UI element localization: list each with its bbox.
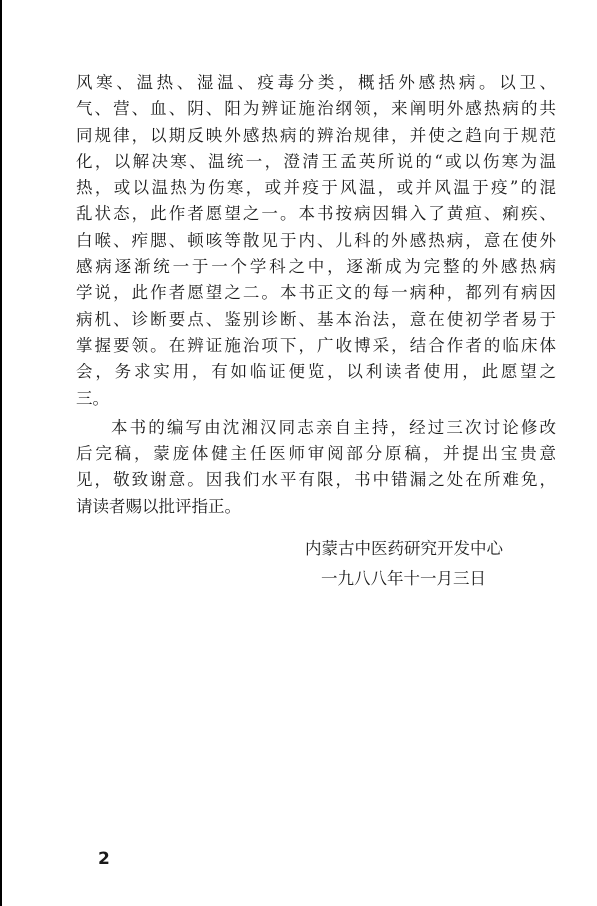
paragraph-line: 病机、诊断要点、鉴别诊断、基本治法，意在使初学者易于 [76,309,556,329]
paragraph-line: 白喉、痄腮、顿咳等散见于内、儿科的外感热病，意在使外 [76,230,556,250]
paragraph-line: 化，以解决寒、温统一，澄清王孟英所说的“或以伤寒为温 [76,151,556,171]
paragraph-line: 本书的编写由沈湘汉同志亲自主持，经过三次讨论修改 [111,417,556,437]
paragraph-line: 感病逐渐统一于一个学科之中，逐渐成为完整的外感热病 [76,257,556,277]
paragraph-line: 见，敬致谢意。因我们水平有限，书中错漏之处在所难免， [76,470,556,490]
paragraph-line: 风寒、温热、湿温、疫毒分类，概括外感热病。以卫、 [76,73,556,92]
paragraph-line: 三。 [76,388,109,408]
paragraph-2 [76,415,556,520]
page-left-edge-rule [0,0,2,906]
paragraph-line: 学说，此作者愿望之二。本书正文的每一病种，都列有病因 [76,283,556,303]
paragraph-line: 请读者赐以批评指正。 [76,496,241,516]
page-number: 2 [98,849,110,869]
signature-organization: 内蒙古中医药研究开发中心 [305,539,503,558]
document-body [76,70,556,520]
paragraph-1 [76,70,556,412]
paragraph-line: 同规律，以期反映外感热病的辨治规律，并使之趋向于规范 [76,125,556,145]
signature-block [305,534,503,594]
paragraph-line: 热，或以温热为伤寒，或并疫于风温，或并风温于疫”的混 [76,178,556,198]
paragraph-line: 后完稿，蒙庞体健主任医师审阅部分原稿，并提出宝贵意 [76,444,556,464]
paragraph-line: 气、营、血、阴、阳为辨证施治纲领，来阐明外感热病的共 [76,99,556,119]
paragraph-line: 乱状态，此作者愿望之一。本书按病因辑入了黄疸、痢疾、 [76,204,556,224]
paragraph-line: 掌握要领。在辨证施治项下，广收博采，结合作者的临床体 [76,335,556,355]
paragraph-line: 会，务求实用，有如临证便览，以利读者使用，此愿望之 [76,362,556,382]
signature-date: 一九八八年十一月三日 [321,569,486,588]
